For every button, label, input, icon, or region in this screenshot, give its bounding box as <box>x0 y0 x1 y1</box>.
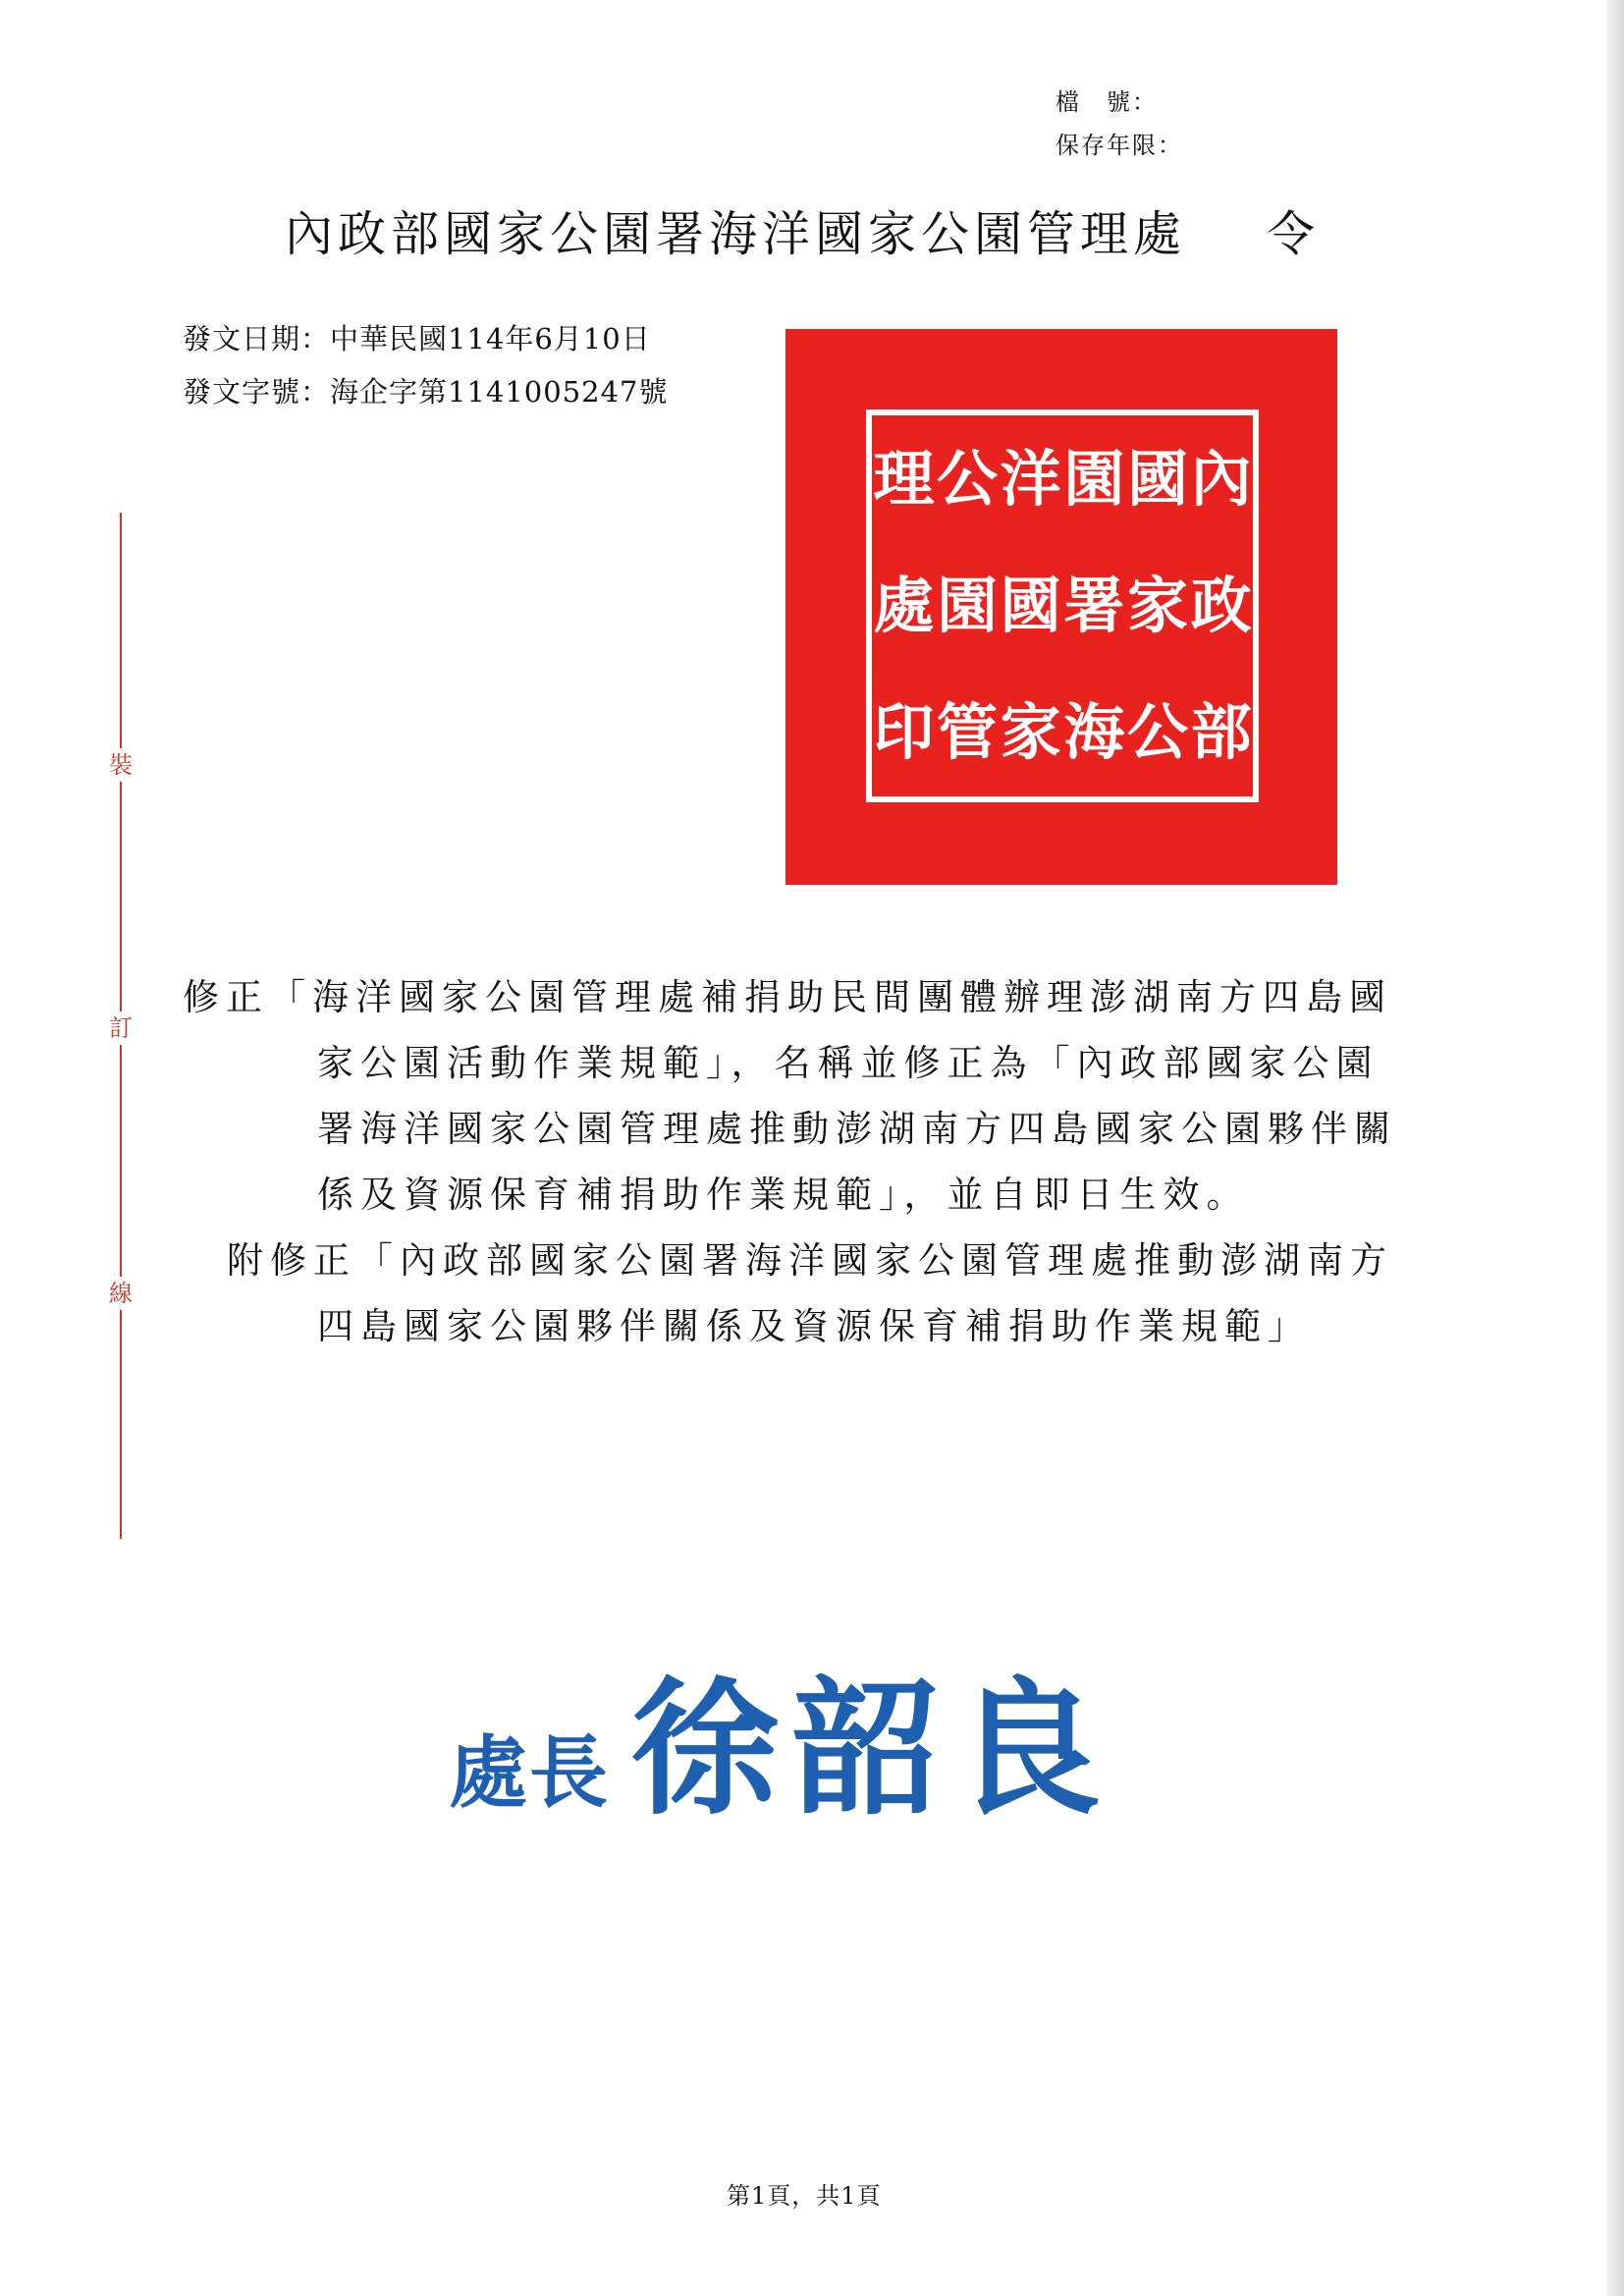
seal-inscription <box>866 410 1259 802</box>
document-body <box>183 964 1420 1359</box>
scan-edge <box>1606 0 1624 2296</box>
seal-char: 署 <box>1063 569 1125 641</box>
seal-char: 公 <box>937 442 999 515</box>
seal-char: 園 <box>1063 442 1125 515</box>
binding-char-3: 線 <box>106 1277 135 1310</box>
seal-char: 內 <box>1190 442 1252 515</box>
file-number-label: 檔 號： <box>1056 88 1158 116</box>
seal-char: 印 <box>873 696 935 769</box>
seal-char: 政 <box>1190 569 1252 641</box>
seal-char: 園 <box>937 569 999 641</box>
seal-char: 處 <box>873 569 935 641</box>
retention-period-label: 保存年限： <box>1056 132 1183 159</box>
document-title <box>285 196 1365 265</box>
seal-char: 國 <box>1000 569 1061 641</box>
signatory-name: 徐韶良 <box>631 1663 1115 1835</box>
page-number: 第1頁，共1頁 <box>727 2182 882 2210</box>
seal-char: 家 <box>1000 696 1061 769</box>
official-seal <box>785 329 1337 885</box>
issuing-agency: 內政部國家公園署海洋國家公園管理處 <box>285 206 1187 262</box>
seal-char: 家 <box>1127 569 1189 641</box>
binding-char-2: 訂 <box>106 1011 135 1045</box>
signature <box>449 1630 1114 1842</box>
issue-date: 發文日期：中華民國114年6月10日 <box>183 322 651 355</box>
seal-char: 海 <box>1063 696 1125 769</box>
signatory-title: 處長 <box>449 1726 610 1819</box>
seal-char: 管 <box>937 696 999 769</box>
order-paragraph: 修正「海洋國家公園管理處補捐助民間團體辦理澎湖南方四島國家公園活動作業規範」，名稱並修正為「內政部國家公園署海洋國家公園管理處推動澎湖南方四島國家公園夥伴關係及資源保育補捐助作業規範」，並自即日生效。 <box>183 976 1397 1216</box>
attachment-note: 附修正「內政部國家公園署海洋國家公園管理處推動澎湖南方四島國家公園夥伴關係及資源保育補捐助作業規範」 <box>227 1239 1393 1347</box>
seal-char: 洋 <box>1000 442 1061 515</box>
seal-char: 公 <box>1127 696 1189 769</box>
seal-char: 部 <box>1190 696 1252 769</box>
issue-number: 發文字號：海企字第1141005247號 <box>183 375 669 409</box>
seal-char: 理 <box>873 442 935 515</box>
binding-char-1: 裝 <box>106 748 135 782</box>
seal-char: 國 <box>1127 442 1189 515</box>
issue-info <box>183 312 669 418</box>
archive-info <box>1056 81 1183 167</box>
document-type: 令 <box>1267 206 1321 262</box>
